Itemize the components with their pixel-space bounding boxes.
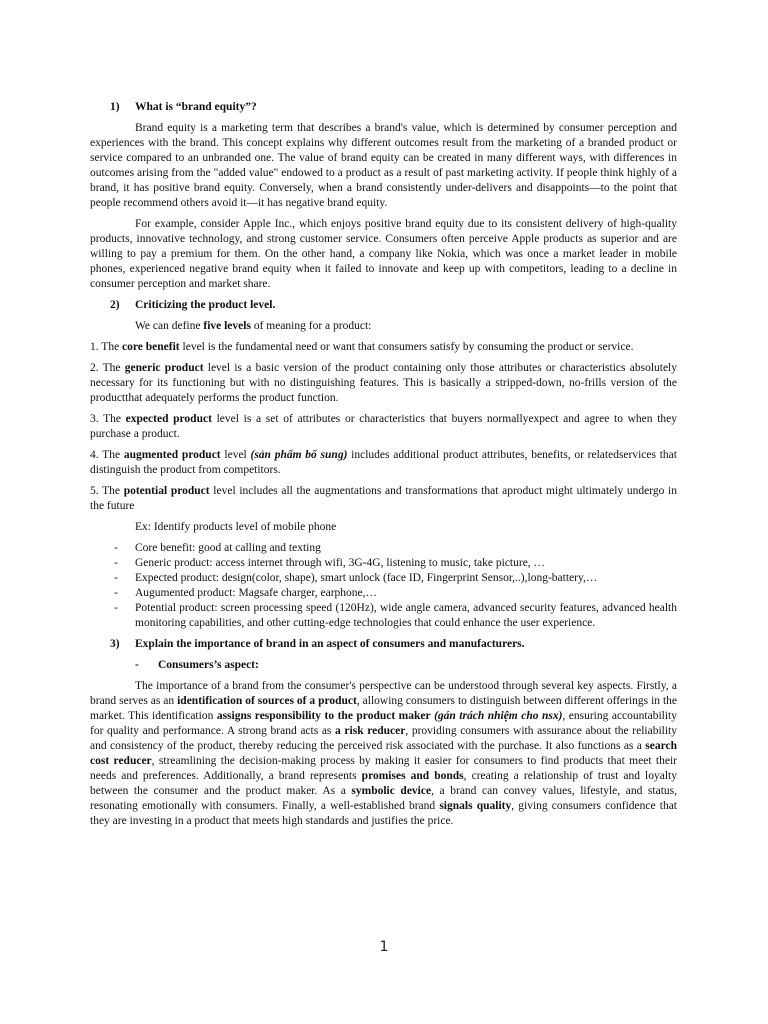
five-levels-bold: five levels [203, 320, 251, 332]
section-1-number: 1) [110, 101, 120, 113]
brand-equity-definition-paragraph: Brand equity is a marketing term that describes a brand's value, which is determined by consumer perception and experiences with the brand. This concept explains why different outcomes result from the marketing of a branded product or service compared to an unbranded one. The value of brand equity can be created in many different ways, with differences in outcomes arising from the "added value" endowed to a product as a result of past marketing activity. If people think highly of a brand, it has positive brand equity. Conversely, when a brand consistently under-delivers and disappoints—to the point that people recommend others avoid it—it has negative brand equity. [90, 122, 677, 209]
term-signals-quality: signals quality [439, 800, 512, 812]
term-symbolic-device: symbolic device [351, 785, 432, 797]
term-identification: identification of sources of a product [177, 695, 357, 707]
list-item: - Core benefit: good at calling and texting [114, 542, 321, 554]
term-promises-and-bonds: promises and bonds [361, 770, 464, 782]
term-assigns-responsibility: assigns responsibility to the product maker [216, 710, 431, 722]
brand-equity-example-paragraph: For example, consider Apple Inc., which enjoys positive brand equity due to its consistent delivery of high-quality products, innovative technology, and strong customer service. Consumers often perceive Apple products as superior and are willing to pay a premium for them. On the other hand, a company like Nokia, which was once a market leader in mobile phones, experienced negative brand equity when it failed to innovate and keep up with competitors, leading to a decline in consumer perception and market share. [90, 218, 677, 290]
section-1-heading [90, 100, 677, 115]
list-item: - Generic product: access internet through wifi, 3G-4G, listening to music, take picture, … [114, 557, 546, 569]
level-2-term: generic product [124, 362, 204, 374]
level-1-paragraph: 1. The core benefit level is the fundamental need or want that consumers satisfy by consuming the product or service. [90, 341, 634, 353]
term-risk-reducer: a risk reducer [335, 725, 406, 737]
section-3-heading [90, 637, 677, 652]
level-1-term: core benefit [122, 341, 180, 353]
mobile-phone-levels-list [90, 541, 677, 631]
list-item: - Expected product: design(color, shape), smart unlock (face ID, Fingerprint Sensor,..),long-battery,… [114, 572, 598, 584]
level-5-term: potential product [123, 485, 210, 497]
page-number: 1 [379, 939, 389, 955]
list-item: - Augumented product: Magsafe charger, earphone,… [114, 587, 378, 599]
section-2-number: 2) [110, 299, 120, 311]
level-4-term: augmented product [123, 449, 221, 461]
level-2-paragraph: 2. The generic product level is a basic version of the product containing only those attributes or characteristics absolutely necessary for its functioning but with no distinguishing features. This is basically a stripped-down, no-frills version of the productthat adequately performs the product function. [90, 362, 678, 404]
section-3-number: 3) [110, 638, 120, 650]
consumers-aspect-paragraph: The importance of a brand from the consumer's perspective can be understood through several key aspects. Firstly, a brand serves as an identification of sources of a product, allowing consumers to distinguish between different offerings in the market. This identification assigns responsibility to the product maker (gán trách nhiệm cho nsx), ensuring accountability for quality and performance. A strong brand acts as a risk reducer, providing consumers with assurance about the reliability and consistency of the product, thereby reducing the perceived risk associated with the purchase. It also functions as a search cost reducer, streamlining the decision-making process by making it easier for consumers to find products that meet their needs and preferences. Additionally, a brand represents promises and bonds, creating a relationship of trust and loyalty between the consumer and the product maker. As a symbolic device, a brand can convey values, lifestyle, and status, resonating emotionally with consumers. Finally, a well-established brand signals quality, giving consumers confidence that they are investing in a product that meets high standards and justifies the price. [90, 680, 677, 827]
document-body [90, 100, 677, 835]
section-2-title: Criticizing the product level. [135, 299, 276, 311]
section-1-title: What is “brand equity”? [135, 101, 257, 113]
list-item: - Potential product: screen processing speed (120Hz), wide angle camera, advanced security features, advanced health monitoring capabilities, and other cutting-edge technologies that could enhance the user experience. [114, 602, 677, 629]
level-5-paragraph: 5. The potential product level includes all the augmentations and transformations that aproduct might ultimately undergo in the future [90, 485, 677, 512]
section-3-title: Explain the importance of brand in an aspect of consumers and manufacturers. [135, 638, 525, 650]
term-search-cost-reducer: search cost reducer [90, 740, 677, 767]
level-4-vietnamese-note: (sản phẩm bổ sung) [250, 449, 348, 461]
level-3-term: expected product [125, 413, 212, 425]
term-vietnamese-note: (gán trách nhiệm cho nsx) [434, 710, 563, 722]
level-3-paragraph: 3. The expected product level is a set of attributes or characteristics that buyers normallyexpect and agree to when they purchase a product. [90, 413, 678, 440]
example-title: Ex: Identify products level of mobile phone [135, 521, 337, 533]
section-2-heading [90, 298, 677, 313]
level-4-paragraph: 4. The augmented product level (sản phẩm bổ sung) includes additional product attributes, benefits, or relatedservices that distinguish the product from competitors. [90, 449, 677, 476]
five-levels-intro: We can define five levels of meaning for a product: [135, 320, 372, 332]
consumers-aspect-subheading: - Consumers’s aspect: [135, 659, 259, 671]
